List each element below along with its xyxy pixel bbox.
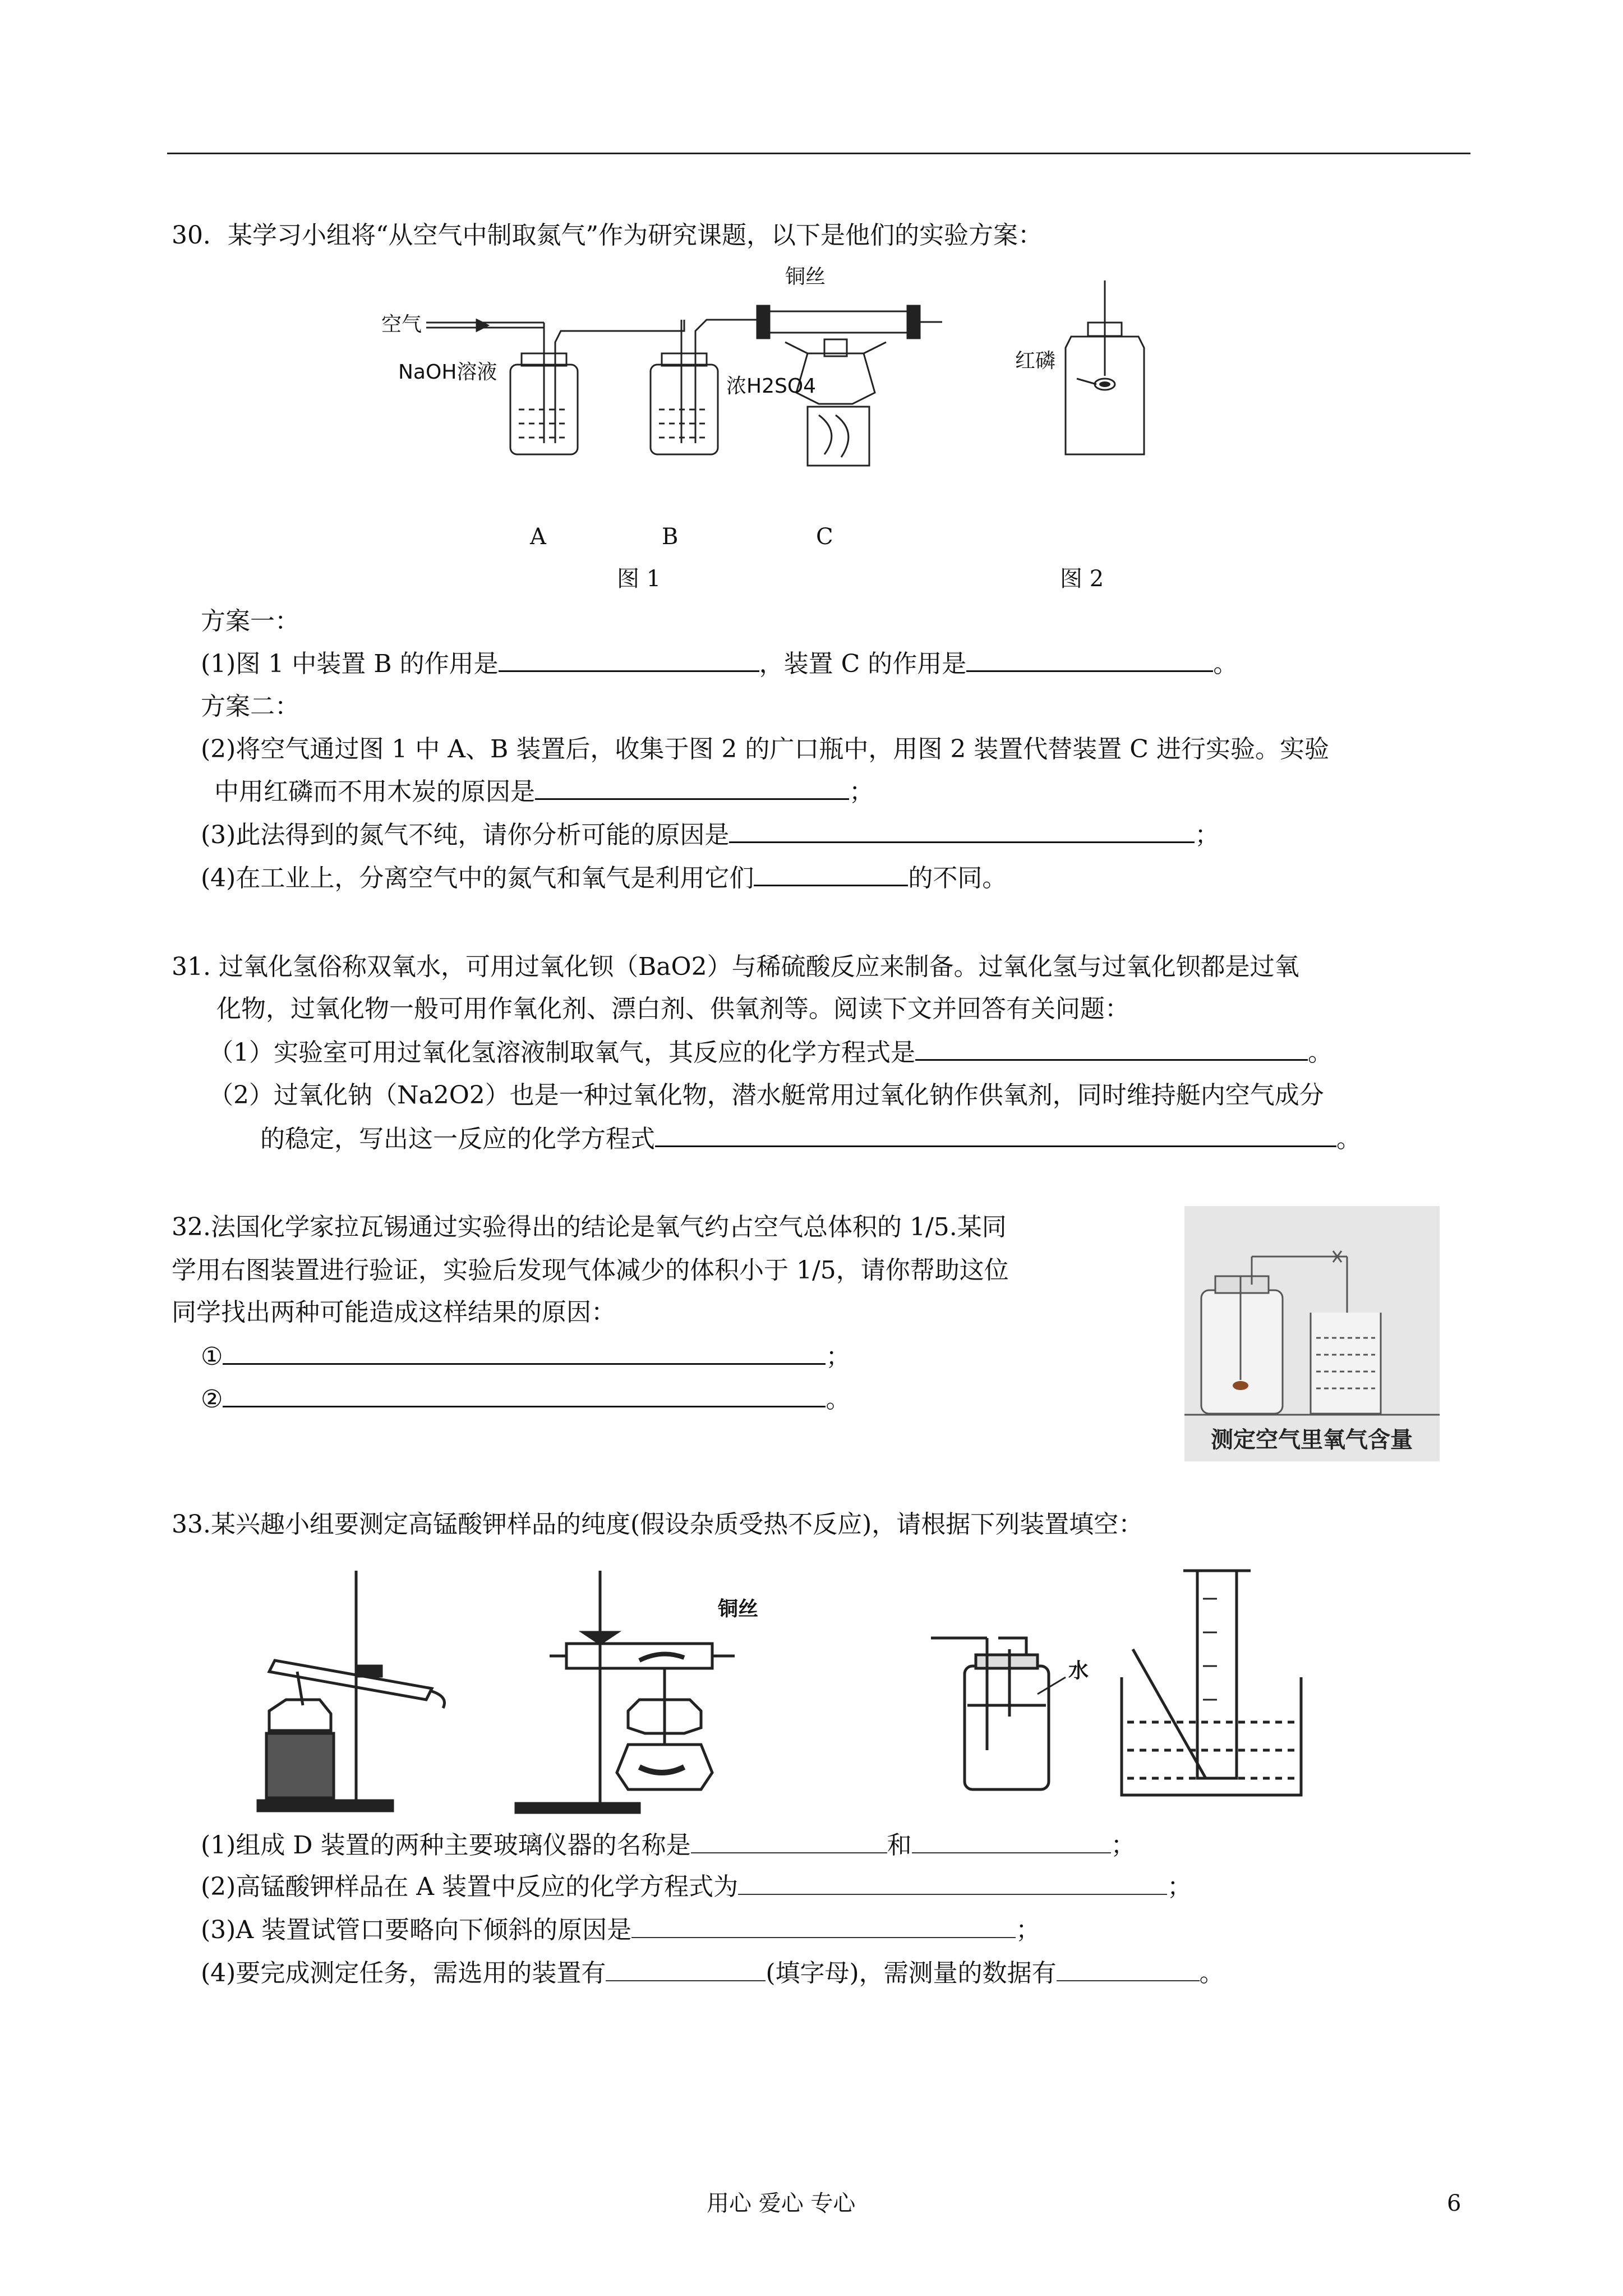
q33-part1 [201, 1830, 1136, 1861]
plan1-label: 方案一： [201, 607, 299, 636]
page-number: 6 [1447, 2191, 1461, 2216]
q31-part2-line1: （2）过氧化钠（Na2O2）也是一种过氧化物，潜水艇常用过氧化钠作供氧剂，同时维持艇内空气成分 [209, 1081, 1324, 1110]
q30-1-text-b: ，装置 C 的作用是 [759, 650, 967, 678]
q33-4-blank-b[interactable] [1057, 1958, 1200, 1981]
q30-part3 [201, 819, 1219, 851]
q33-part2 [201, 1871, 1192, 1903]
q32-item2 [201, 1383, 850, 1415]
q30-part1 [201, 648, 1238, 680]
q33-part4 [201, 1958, 1224, 1989]
q32-item1 [201, 1341, 850, 1373]
q31-1-blank[interactable] [915, 1037, 1308, 1061]
q33-part3 [201, 1915, 1040, 1946]
q30-4-text: (4)在工业上，分离空气中的氮气和氧气是利用它们 [201, 864, 754, 892]
q32-line2: 学用右图装置进行验证，实验后发现气体减少的体积小于 1/5，请你帮助这位 [172, 1256, 1009, 1285]
q30-1-blank-b[interactable] [499, 648, 759, 672]
h2so4-label: 浓H2SO4 [726, 375, 817, 398]
q30-stem: 30．某学习小组将“从空气中制取氮气”作为研究课题，以下是他们的实验方案： [172, 221, 1043, 250]
q30-4-end: 的不同。 [908, 864, 1007, 892]
q30-figure-2 [1004, 269, 1217, 606]
q31-part1 [209, 1037, 1332, 1069]
q31-line1: 31. 过氧化氢俗称双氧水，可用过氧化钡（BaO2）与稀硫酸反应来制备。过氧化氢与过氧化钡都是过氧 [172, 953, 1299, 981]
label-c: C [816, 524, 833, 550]
q31-part2-line2 [260, 1123, 1361, 1155]
q33-4-end: 。 [1199, 1959, 1224, 1987]
q30-3-blank[interactable] [729, 819, 1195, 843]
q31-2-text: 的稳定，写出这一反应的化学方程式 [260, 1125, 655, 1153]
q30-part4 [201, 862, 1007, 894]
q33-4-text: (4)要完成测定任务，需选用的装置有 [201, 1959, 606, 1987]
q30-1-text: (1)图 1 中装置 B 的作用是 [201, 650, 499, 678]
naoh-label: NaOH溶液 [398, 361, 497, 384]
air-label: 空气 [381, 313, 422, 336]
q31-line2: 化物，过氧化物一般可用作氧化剂、漂白剂、供氧剂等。阅读下文并回答有关问题： [216, 995, 1129, 1023]
q30-part2-line1: (2)将空气通过图 1 中 A、B 装置后，收集于图 2 的广口瓶中，用图 2 装置代替装置 C 进行实验。实验 [201, 735, 1329, 763]
q30-3-end: ； [1195, 821, 1220, 849]
cu-label: 铜丝 [785, 265, 826, 288]
q31-1-text: （1）实验室可用过氧化氢溶液制取氧气，其反应的化学方程式是 [209, 1038, 915, 1067]
q32-line3: 同学找出两种可能造成这样结果的原因： [172, 1298, 616, 1327]
q33-cu-label: 铜丝 [718, 1598, 759, 1621]
q33-4-text-b: (填字母)，需测量的数据有 [766, 1959, 1057, 1987]
q32-marker-2: ② [201, 1385, 223, 1414]
label-b: B [662, 524, 679, 550]
q32-figure [1184, 1206, 1440, 1461]
q33-4-blank-a[interactable] [606, 1958, 766, 1981]
footer-motto: 用心 爱心 专心 [707, 2191, 856, 2216]
q33-1-text: (1)组成 D 装置的两种主要玻璃仪器的名称是 [201, 1831, 691, 1860]
q30-part2-line2 [214, 776, 874, 808]
plan2-label: 方案二： [201, 692, 299, 721]
q33-2-text: (2)高锰酸钾样品在 A 装置中反应的化学方程式为 [201, 1872, 739, 1901]
q33-2-end: ； [1167, 1872, 1192, 1901]
q30-4-blank[interactable] [754, 862, 908, 886]
q33-3-end: ； [1016, 1916, 1041, 1944]
q30-2-end: ； [849, 777, 874, 806]
q33-1-blank-b[interactable] [912, 1830, 1111, 1853]
q33-water-label: 水 [1068, 1659, 1089, 1682]
q31-2-blank[interactable] [655, 1123, 1336, 1147]
label-a: A [530, 524, 546, 550]
q30-3-text: (3)此法得到的氮气不纯，请你分析可能的原因是 [201, 821, 730, 849]
q33-stem: 33.某兴趣小组要测定高锰酸钾样品的纯度(假设杂质受热不反应)，请根据下列装置填空： [172, 1510, 1144, 1539]
q30-1-blank-c[interactable] [966, 648, 1213, 672]
q33-1-blank-a[interactable] [691, 1830, 887, 1853]
q33-1-and: 和 [887, 1831, 912, 1860]
header-rule [167, 153, 1470, 154]
q33-3-blank[interactable] [631, 1915, 1016, 1938]
q32-line1: 32.法国化学家拉瓦锡通过实验得出的结论是氧气约占空气总体积的 1/5.某同 [172, 1213, 1007, 1241]
q30-1-end: 。 [1213, 650, 1238, 678]
q32-figure-caption: 测定空气里氧气含量 [1211, 1427, 1413, 1453]
q33-1-end: ； [1110, 1831, 1136, 1860]
q31-1-end: 。 [1308, 1038, 1332, 1067]
q30-2-text: 中用红磷而不用木炭的原因是 [214, 777, 535, 806]
q30-2-blank[interactable] [535, 776, 849, 800]
q33-figure [236, 1565, 1424, 1818]
q33-2-blank[interactable] [738, 1871, 1167, 1895]
fig2-caption: 图 2 [1060, 566, 1104, 592]
q32-end-2: 。 [826, 1385, 851, 1414]
q31-2-end: 。 [1336, 1125, 1361, 1153]
fig1-caption: 图 1 [617, 566, 661, 592]
red-p-label: 红磷 [1015, 349, 1056, 372]
q32-blank-1[interactable] [223, 1341, 826, 1365]
q33-3-text: (3)A 装置试管口要略向下倾斜的原因是 [201, 1916, 632, 1944]
q32-end-1: ； [826, 1342, 851, 1371]
q32-blank-2[interactable] [223, 1383, 826, 1407]
q32-marker-1: ① [201, 1342, 223, 1371]
